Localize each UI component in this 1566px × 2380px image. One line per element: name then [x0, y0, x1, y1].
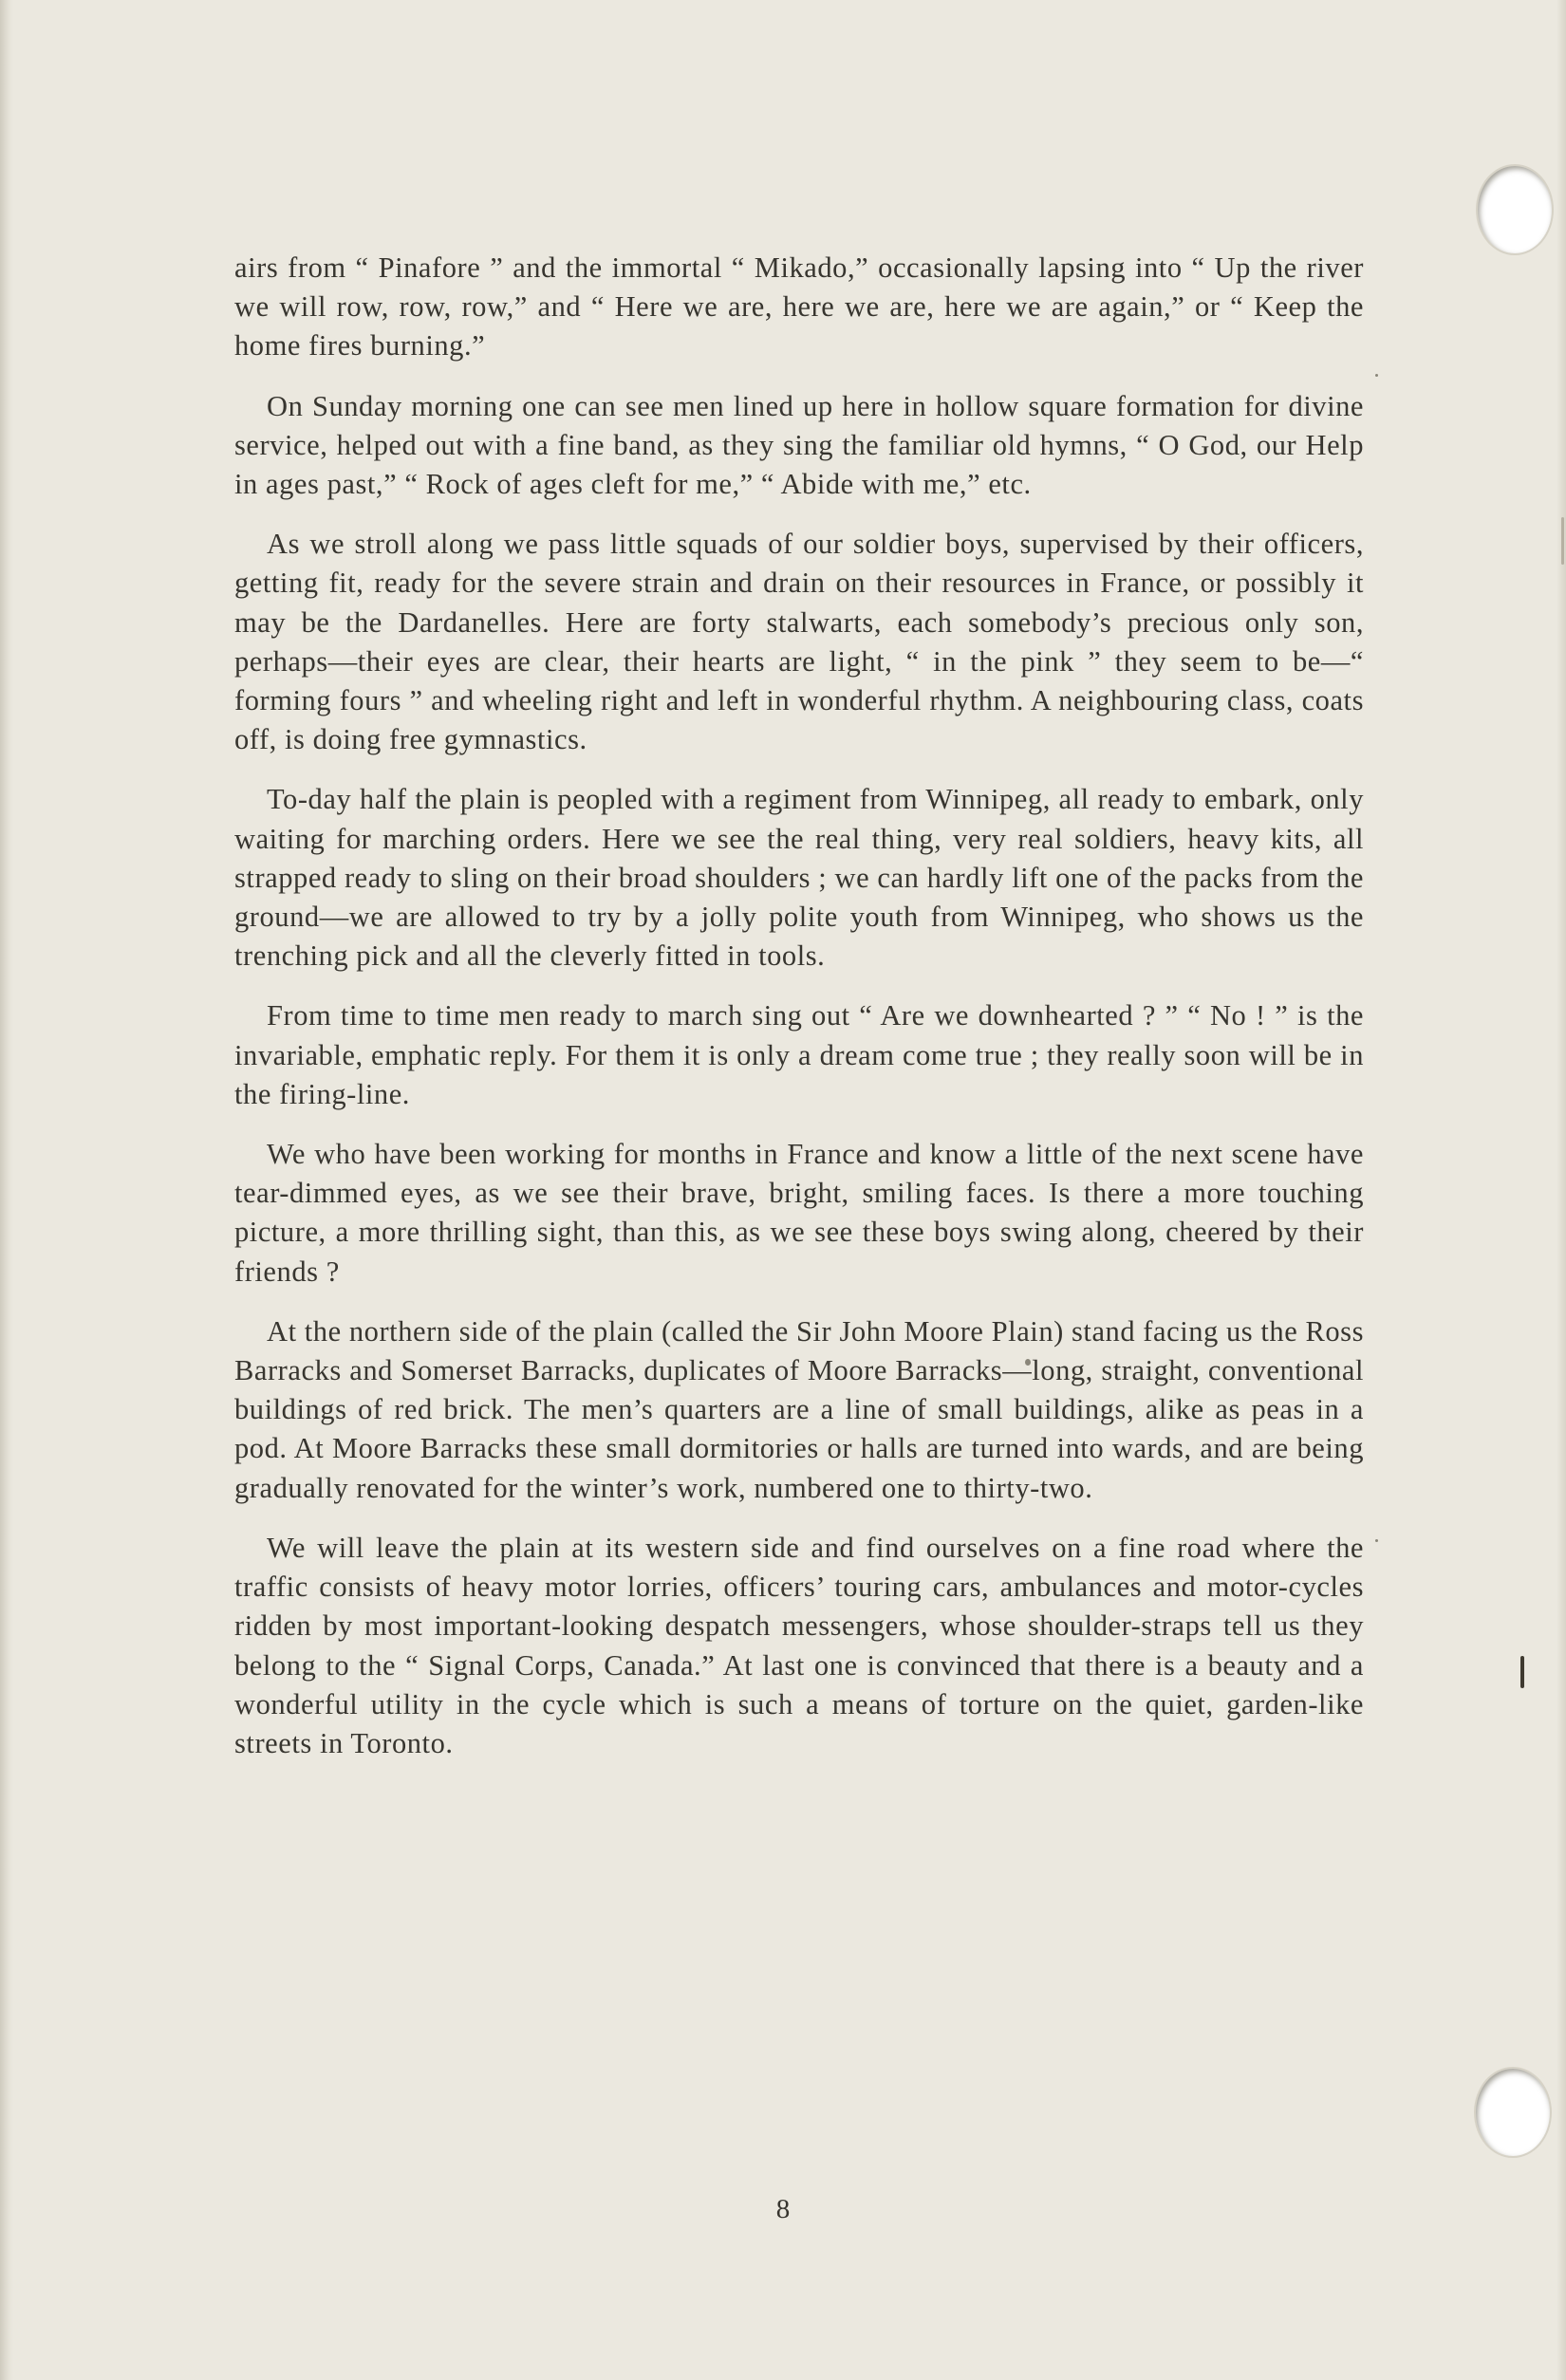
paragraph: At the northern side of the plain (called the Sir John Moore Plain) stand facing us the Ross Barracks and Somerset Barracks, duplicates of Moore Barracks—long, straight, conventional buildings of red brick. The men’s quarters are a line of small buildings, alike as peas in a pod. At Moore Barracks these small dormitories or halls are turned into wards, and are being gradually renovated for the winter’s work, numbered one to thirty-two.: [234, 1314, 1365, 1504]
paragraph: As we stroll along we pass little squads of our soldier boys, supervised by their officers, getting fit, ready for the severe strain and drain on their resources in France, or possibly it may be the Dardanelles. Here are forty stalwarts, each somebody’s precious only son, perhaps—their eyes are clear, their hearts are light, “ in the pink ” they seem to be—“ forming fours ” and wheeling right and left in wonderful rhythm. A neighbouring class, coats off, is doing free gymnastics.: [234, 528, 1364, 756]
paragraph: airs from “ Pinafore ” and the immortal “ Mikado,” occasionally lapsing into “ Up the river we will row, row, row,” and “ Here we are, here we are, here we are again,” or “ Keep the home fires burning.”: [234, 251, 1364, 363]
page-edge: [1557, 0, 1566, 2380]
body-text: [234, 249, 1364, 1784]
punch-hole-bottom: [1476, 2069, 1550, 2156]
paragraph: We who have been working for months in France and know a little of the next scene have tear-dimmed eyes, as we see their brave, bright, smiling faces. Is there a more touching picture, a more thrilling sight, than this, as we see these boys swing along, cheered by their friends ?: [234, 1138, 1364, 1288]
paragraph: To-day half the plain is peopled with a regiment from Winnipeg, all ready to embark, only waiting for marching orders. Here we see the real thing, very real soldiers, heavy kits, all strapped ready to sling on their broad shoulders ; we can hardly lift one of the packs from the ground—we are allowed to try by a jolly polite youth from Winnipeg, who shows us the trenching pick and all the cleverly fitted in tools.: [234, 783, 1364, 973]
paragraph: On Sunday morning one can see men lined up here in hollow square formation for divine service, helped out with a fine band, as they sing the familiar old hymns, “ O God, our Help in ages past,” “ Rock of ages cleft for me,” “ Abide with me,” etc.: [234, 389, 1364, 501]
page-number: 8: [775, 2194, 791, 2224]
page-mark: [1561, 517, 1564, 565]
page-mark: [1520, 1656, 1524, 1688]
paragraph: We will leave the plain at its western side and find ourselves on a fine road where the traffic consists of heavy motor lorries, officers’ touring cars, ambulances and motor-cycles ridden by most important-looking despatch messengers, whose shoulder-straps tell us they belong to the “ Signal Corps, Canada.” At last one is convinced that there is a beauty and a wonderful utility in the cycle which is such a means of torture on the quiet, garden-like streets in Toronto.: [234, 1531, 1364, 1759]
paper-speck: [1375, 374, 1378, 377]
punch-hole-top: [1478, 166, 1552, 253]
paragraph: From time to time men ready to march sing out “ Are we downhearted ? ” “ No ! ” is the invariable, emphatic reply. For them it is only a dream come true ; they really soon will be in the firing-line.: [234, 999, 1364, 1110]
paper-speck: [1375, 1539, 1378, 1542]
